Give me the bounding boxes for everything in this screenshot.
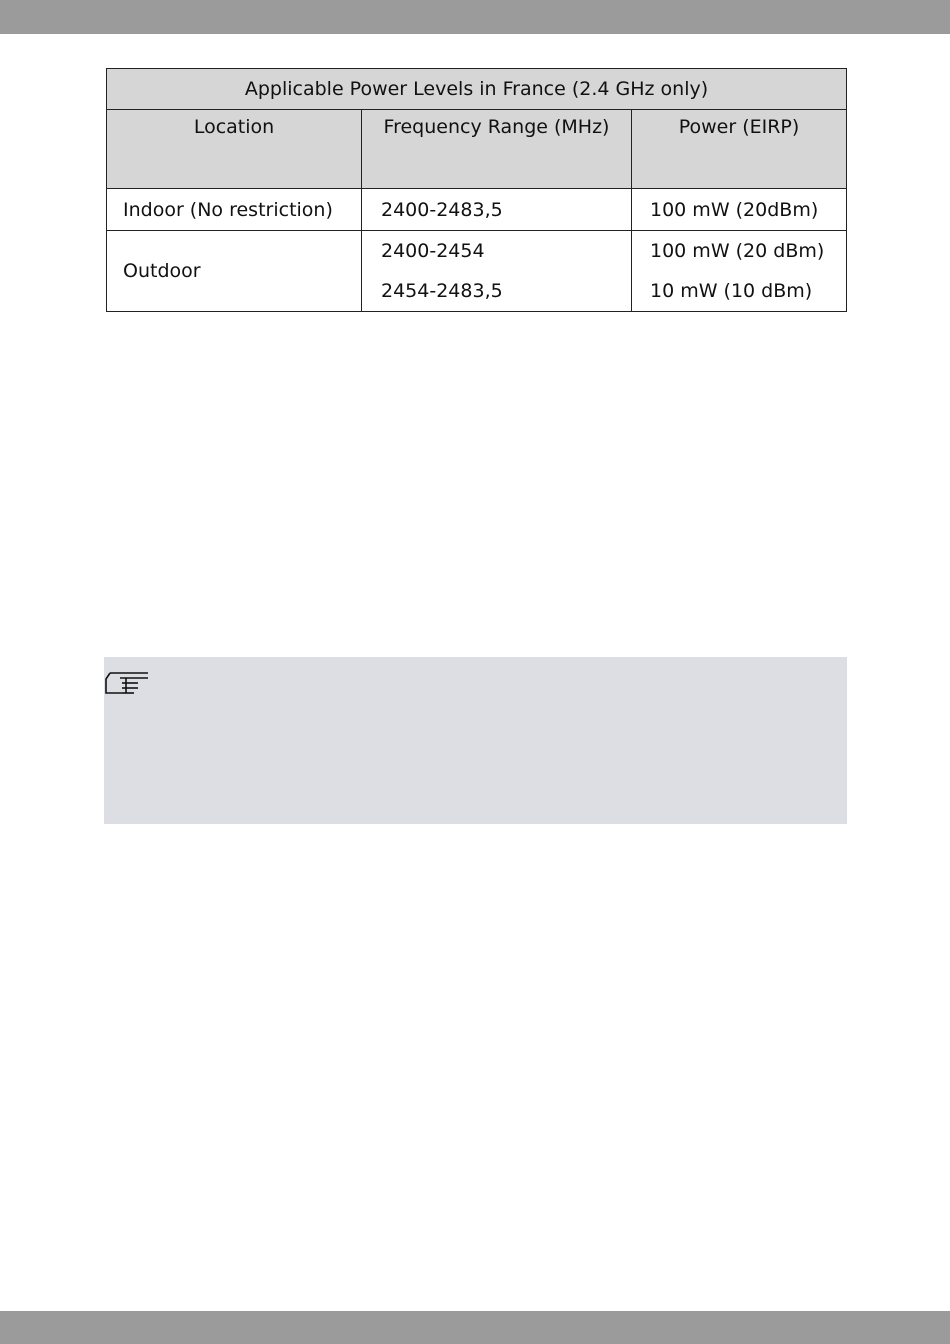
table-title: Applicable Power Levels in France (2.4 GHz only): [107, 69, 847, 110]
table-row: [107, 231, 847, 312]
power-levels-table: [106, 68, 847, 312]
frequency-cell: [362, 231, 632, 312]
table-title-row: [107, 69, 847, 110]
power-value: 10 mW (10 dBm): [650, 280, 813, 302]
power-value: 100 mW (20 dBm): [650, 240, 825, 262]
column-header-location: Location: [107, 110, 362, 189]
table-header-row: [107, 110, 847, 189]
column-header-frequency: Frequency Range (MHz): [362, 110, 632, 189]
location-cell: Outdoor: [107, 231, 362, 312]
pointing-hand-icon: [104, 669, 152, 695]
page-header-bar: [0, 0, 950, 34]
frequency-cell: 2400-2483,5: [362, 189, 632, 231]
location-cell: Indoor (No restriction): [107, 189, 362, 231]
column-header-power: Power (EIRP): [632, 110, 847, 189]
note-box: [104, 657, 847, 824]
frequency-value: 2400-2454: [381, 240, 485, 262]
page-footer-bar: [0, 1311, 950, 1344]
frequency-value: 2454-2483,5: [381, 280, 503, 302]
power-cell: [632, 231, 847, 312]
power-cell: 100 mW (20dBm): [632, 189, 847, 231]
table-row: [107, 189, 847, 231]
